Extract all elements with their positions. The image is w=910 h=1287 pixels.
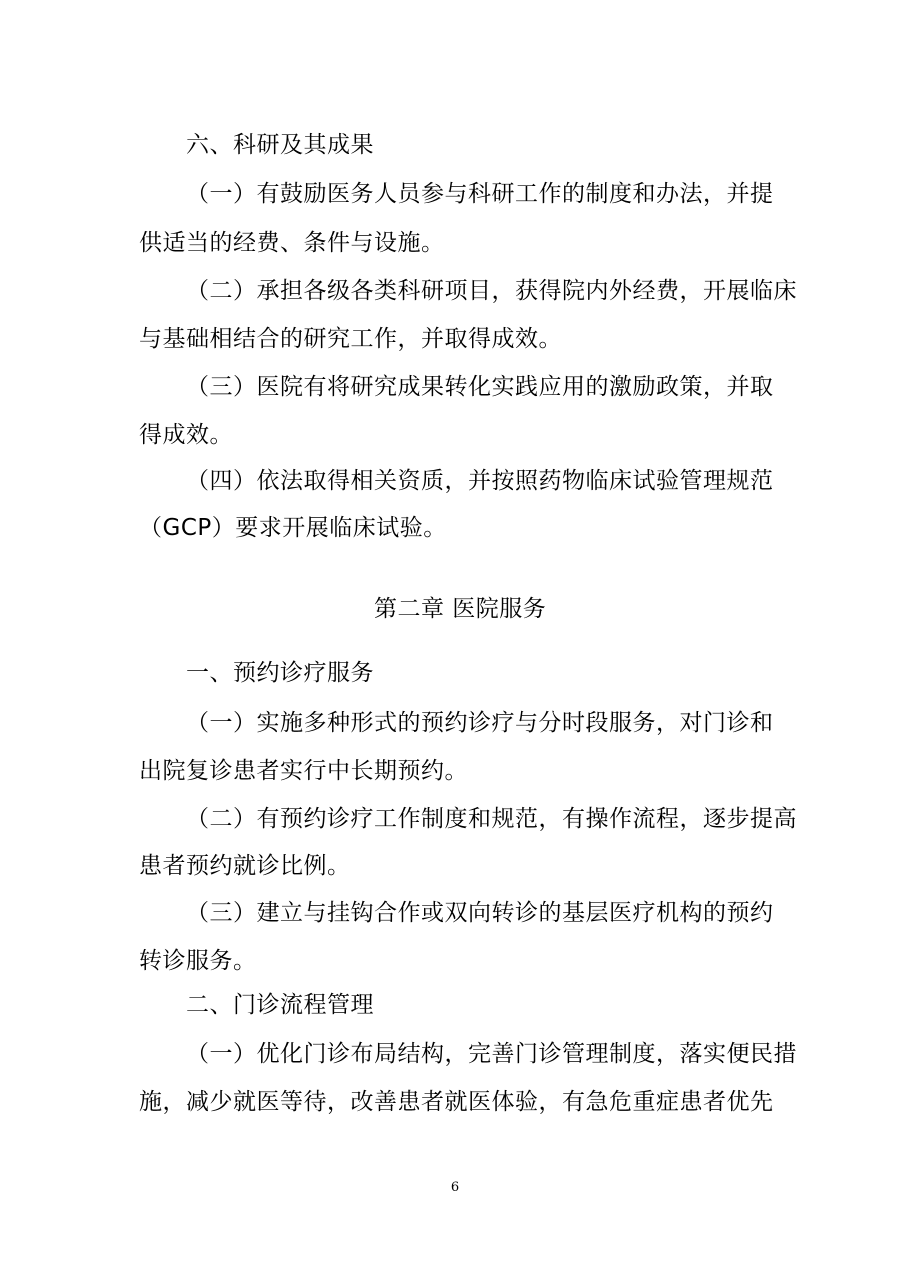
paragraph-line: 得成效。 [139,422,233,448]
paragraph-line: 转诊服务。 [139,948,257,974]
paragraph-line: 施，减少就医等待，改善患者就医体验，有急危重症患者优先 [139,1089,774,1115]
section-heading-research: 六、科研及其成果 [186,132,374,158]
paragraph-line: （四）依法取得相关资质，并按照药物临床试验管理规范 [186,468,774,494]
paragraph-line: 与基础相结合的研究工作，并取得成效。 [139,326,562,352]
section-heading-appointment: 一、预约诊疗服务 [186,660,374,686]
paragraph-line: （一）优化门诊布局结构，完善门诊管理制度，落实便民措 [186,1041,797,1067]
paragraph-line: 出院复诊患者实行中长期预约。 [139,758,468,784]
paragraph-line: （三）建立与挂钩合作或双向转诊的基层医疗机构的预约 [186,900,774,926]
paragraph-line: （二）承担各级各类科研项目，获得院内外经费，开展临床 [186,278,797,304]
paragraph-line: （GCP）要求开展临床试验。 [139,515,447,541]
section-heading-outpatient: 二、门诊流程管理 [186,992,374,1018]
chapter-title: 第二章 医院服务 [374,596,547,622]
paragraph-line: （二）有预约诊疗工作制度和规范，有操作流程，逐步提高 [186,806,797,832]
page-number: 6 [450,1180,460,1195]
paragraph-line: （三）医院有将研究成果转化实践应用的激励政策，并取 [186,374,774,400]
paragraph-line: （一）实施多种形式的预约诊疗与分时段服务，对门诊和 [186,710,774,736]
paragraph-line: 患者预约就诊比例。 [139,853,351,879]
paragraph-line: （一）有鼓励医务人员参与科研工作的制度和办法，并提 [186,181,774,207]
paragraph-line: 供适当的经费、条件与设施。 [139,230,445,256]
